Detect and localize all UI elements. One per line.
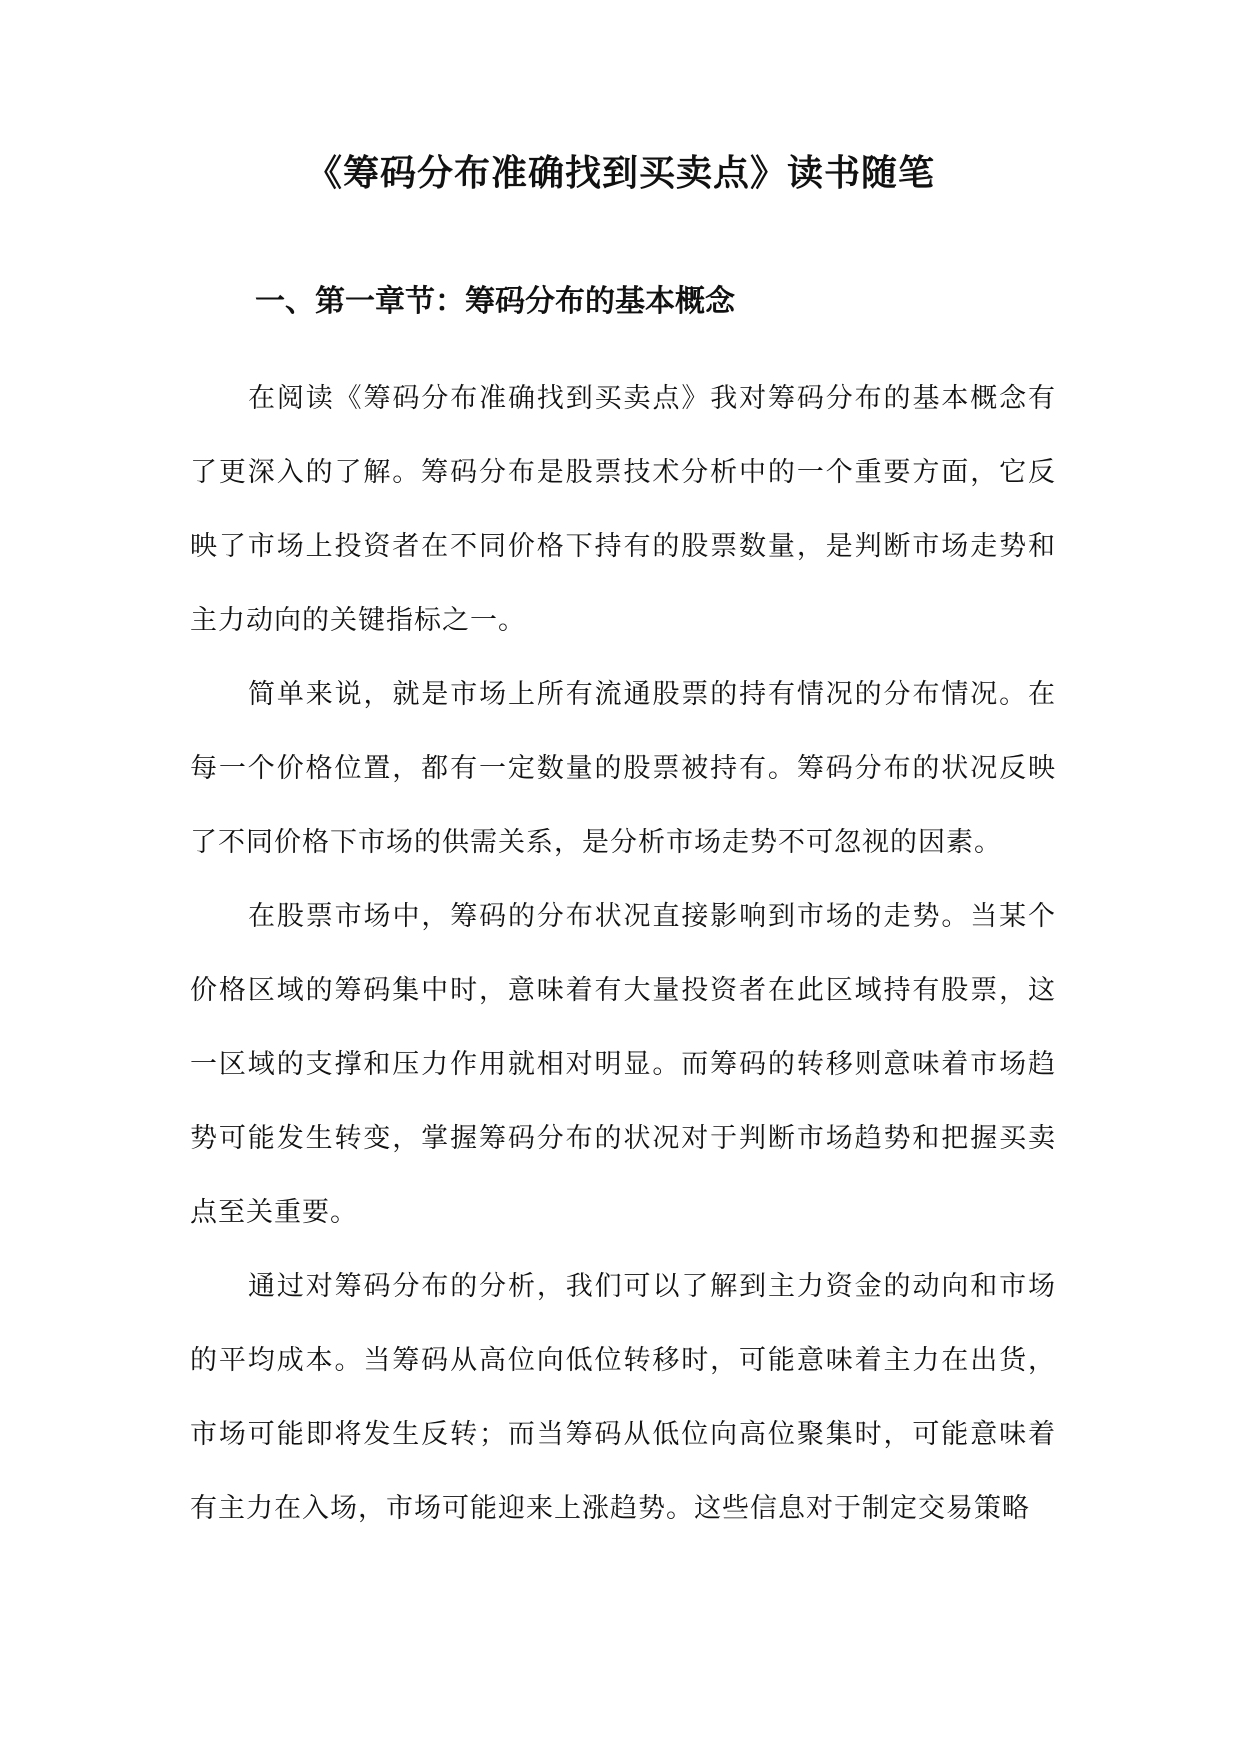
document-title: 《筹码分布准确找到买卖点》读书随笔 (305, 153, 935, 194)
paragraph: 简单来说，就是市场上所有流通股票的持有情况的分布情况。在每一个价格位置，都有一定数量的股票被持有。筹码分布的状况反映了不同价格下市场的供需关系，是分析市场走势不可忽视的因素。 (190, 679, 1056, 858)
paragraph: 在股票市场中，筹码的分布状况直接影响到市场的走势。当某个价格区域的筹码集中时，意味着有大量投资者在此区域持有股票，这一区域的支撑和压力作用就相对明显。而筹码的转移则意味着市场趋势可能发生转变，掌握筹码分布的状况对于判断市场趋势和把握买卖点至关重要。 (190, 901, 1056, 1228)
paragraph: 在阅读《筹码分布准确找到买卖点》我对筹码分布的基本概念有了更深入的了解。筹码分布是股票技术分析中的一个重要方面，它反映了市场上投资者在不同价格下持有的股票数量，是判断市场走势和主力动向的关键指标之一。 (190, 383, 1056, 636)
body-text (190, 362, 1056, 1546)
paragraph: 通过对筹码分布的分析，我们可以了解到主力资金的动向和市场的平均成本。当筹码从高位向低位转移时，可能意味着主力在出货，市场可能即将发生反转；而当筹码从低位向高位聚集时，可能意味着有主力在入场，市场可能迎来上涨趋势。这些信息对于制定交易策略 (190, 1271, 1056, 1524)
section-heading: 一、第一章节：筹码分布的基本概念 (255, 284, 735, 319)
